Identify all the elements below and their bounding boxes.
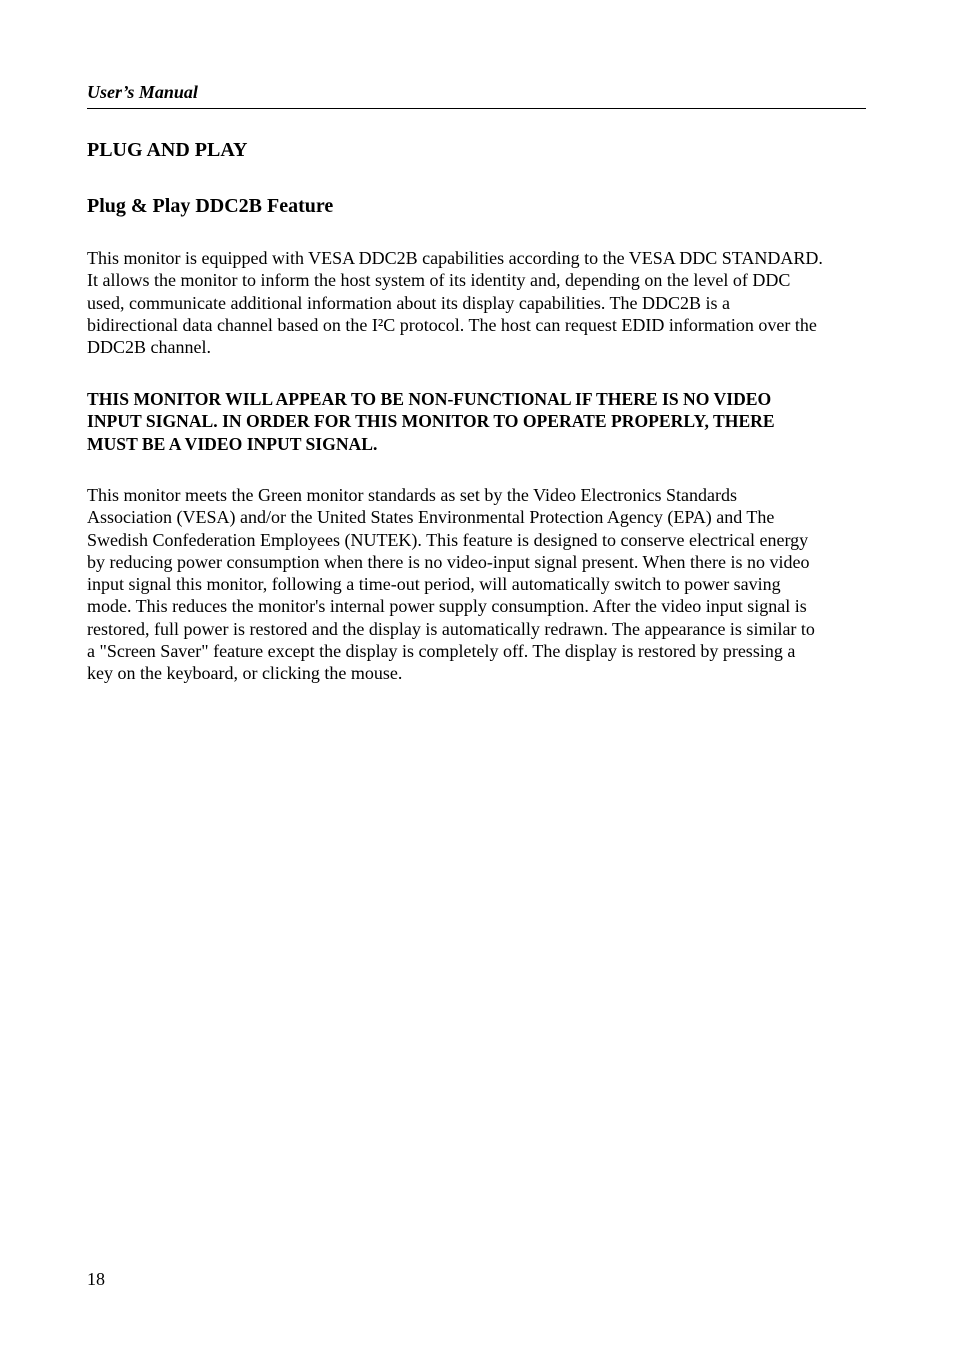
paragraph-line: This monitor meets the Green monitor standards as set by the Video Electronics Standards [87, 485, 737, 505]
green-standards-paragraph [87, 484, 887, 685]
paragraph-line: bidirectional data channel based on the I²C protocol. The host can request EDID information over the [87, 314, 817, 335]
subsection-title: Plug & Play DDC2B Feature [87, 195, 334, 217]
paragraph-line: by reducing power consumption when there is no video-input signal present. When there is no video [87, 551, 810, 572]
paragraph-line: input signal this monitor, following a time-out period, will automatically switch to power saving [87, 574, 781, 595]
running-header: User’s Manual [87, 82, 198, 102]
paragraph-line: used, communicate additional information about its display capabilities. The DDC2B is a [87, 292, 731, 313]
paragraph-line: restored, full power is restored and the display is automatically redrawn. The appearance is similar to [87, 618, 815, 639]
intro-paragraph [87, 247, 887, 358]
warning-line: INPUT SIGNAL. IN ORDER FOR THIS MONITOR TO OPERATE PROPERLY, THERE [87, 411, 775, 432]
paragraph-line: mode. This reduces the monitor's internal power supply consumption. After the video input signal is [87, 596, 807, 617]
section-title: PLUG AND PLAY [87, 139, 248, 161]
header-divider [87, 108, 866, 109]
paragraph-line: a "Screen Saver" feature except the display is completely off. The display is restored by pressing a [87, 641, 796, 662]
paragraph-line: It allows the monitor to inform the host system of its identity and, depending on the level of DDC [87, 270, 791, 291]
paragraph-line: This monitor is equipped with VESA DDC2B capabilities according to the VESA DDC STANDARD. [87, 248, 823, 268]
paragraph-line: DDC2B channel. [87, 337, 211, 358]
paragraph-line: Association (VESA) and/or the United States Environmental Protection Agency (EPA) and The [87, 507, 775, 528]
warning-line: MUST BE A VIDEO INPUT SIGNAL. [87, 433, 378, 454]
warning-line: THIS MONITOR WILL APPEAR TO BE NON-FUNCTIONAL IF THERE IS NO VIDEO [87, 389, 772, 409]
page-number: 18 [87, 1269, 105, 1289]
warning-paragraph [87, 388, 887, 455]
paragraph-line: Swedish Confederation Employees (NUTEK). This feature is designed to conserve electrical energy [87, 529, 809, 550]
paragraph-line: key on the keyboard, or clicking the mouse. [87, 663, 403, 684]
